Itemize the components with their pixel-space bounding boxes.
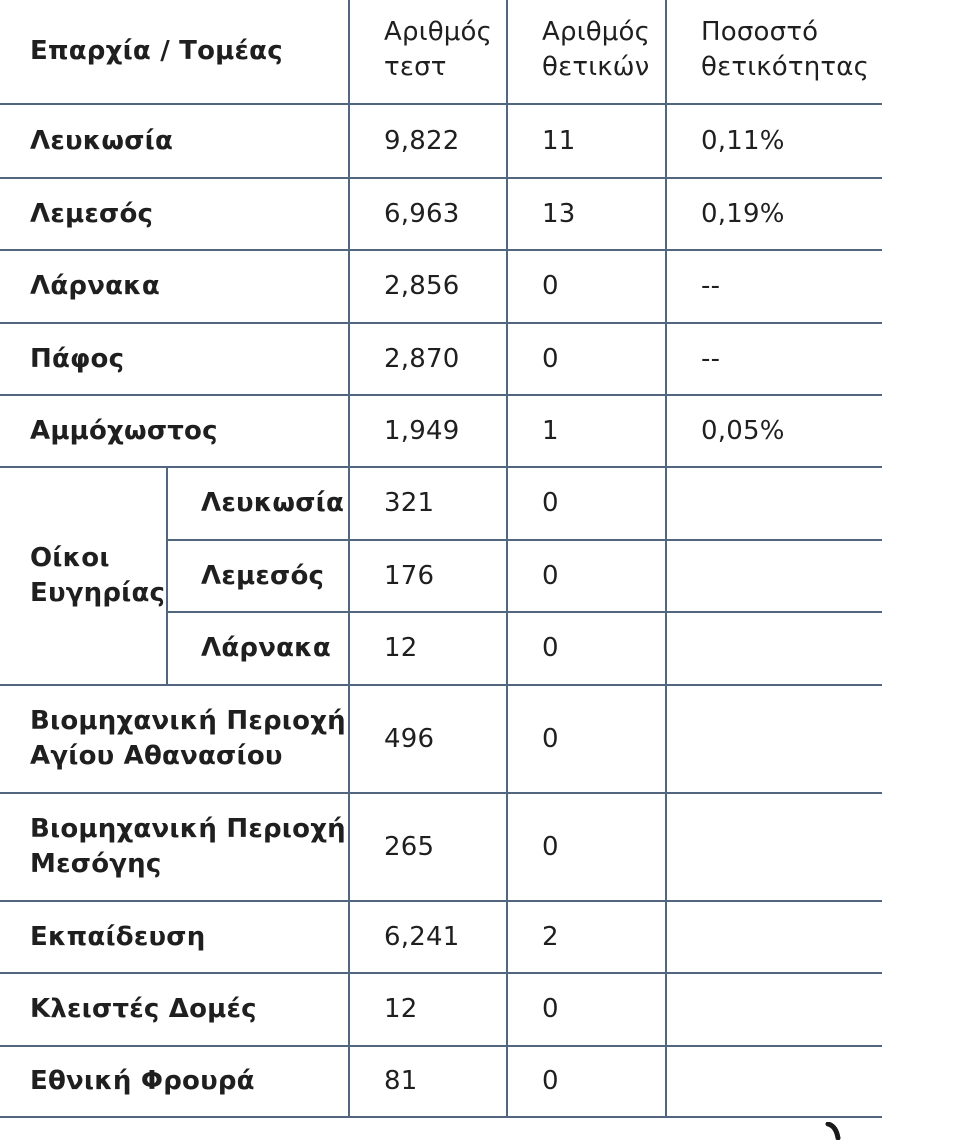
row-tests: 321	[384, 488, 435, 518]
row-tests: 9,822	[384, 125, 460, 156]
row-positives: 11	[542, 125, 576, 156]
care-home-district: Λάρνακα	[201, 633, 331, 663]
cropped-glyph-mark	[818, 1122, 848, 1140]
row-tests: 265	[384, 831, 435, 862]
row-tests: 6,241	[384, 921, 460, 952]
header-rate: Ποσοστό θετικότητας	[701, 17, 870, 82]
row-tests: 12	[384, 633, 418, 663]
row-positives: 0	[542, 343, 559, 374]
row-rate: 0,19%	[701, 198, 785, 229]
row-rate: --	[701, 343, 721, 374]
row-positives: 13	[542, 198, 576, 229]
row-positives: 0	[542, 488, 559, 518]
row-label: Λευκωσία	[30, 125, 174, 156]
row-rate	[701, 686, 879, 792]
column-divider	[348, 0, 350, 1118]
row-tests: 1,949	[384, 415, 460, 446]
column-divider	[166, 466, 168, 686]
row-positives: 0	[542, 633, 559, 663]
row-tests: 12	[384, 994, 418, 1024]
row-positives: 0	[542, 1066, 559, 1096]
row-label: Αμμόχωστος	[30, 415, 218, 446]
row-rate	[701, 613, 879, 684]
row-tests: 2,856	[384, 271, 460, 301]
row-tests: 496	[384, 723, 435, 754]
care-homes-label: Οίκοι Ευγηρίας	[30, 543, 166, 608]
row-rate	[701, 794, 879, 900]
header-region: Επαρχία / Τομέας	[30, 36, 283, 66]
row-label: Εκπαίδευση	[30, 921, 206, 952]
row-positives: 0	[542, 560, 559, 591]
row-rate	[701, 468, 879, 539]
row-rate: --	[701, 271, 721, 301]
care-home-district: Λεμεσός	[201, 560, 325, 591]
row-label: Λάρνακα	[30, 271, 160, 301]
row-rate	[701, 974, 879, 1045]
row-label: Βιομηχανική Περιοχή Μεσόγης	[30, 814, 346, 879]
column-divider	[665, 0, 667, 1118]
row-rate	[701, 1047, 879, 1116]
row-positives: 0	[542, 271, 559, 301]
row-label: Πάφος	[30, 343, 125, 374]
row-positives: 1	[542, 415, 559, 446]
care-home-district: Λευκωσία	[201, 488, 345, 518]
row-tests: 6,963	[384, 198, 460, 229]
column-divider	[506, 0, 508, 1118]
row-label: Λεμεσός	[30, 198, 154, 229]
row-label: Βιομηχανική Περιοχή Αγίου Αθανασίου	[30, 706, 346, 771]
row-rate	[701, 541, 879, 611]
row-label: Εθνική Φρουρά	[30, 1066, 255, 1096]
header-tests: Αριθμός τεστ	[384, 17, 493, 82]
row-positives: 2	[542, 921, 559, 952]
row-tests: 176	[384, 560, 435, 591]
row-positives: 0	[542, 994, 559, 1024]
row-rate: 0,05%	[701, 415, 785, 446]
row-tests: 81	[384, 1066, 418, 1096]
row-positives: 0	[542, 723, 559, 754]
row-divider	[0, 1116, 882, 1118]
row-positives: 0	[542, 831, 559, 862]
row-rate: 0,11%	[701, 125, 785, 156]
header-positives: Αριθμός θετικών	[542, 17, 651, 82]
row-label: Κλειστές Δομές	[30, 994, 257, 1024]
row-rate	[701, 902, 879, 972]
row-tests: 2,870	[384, 343, 460, 374]
